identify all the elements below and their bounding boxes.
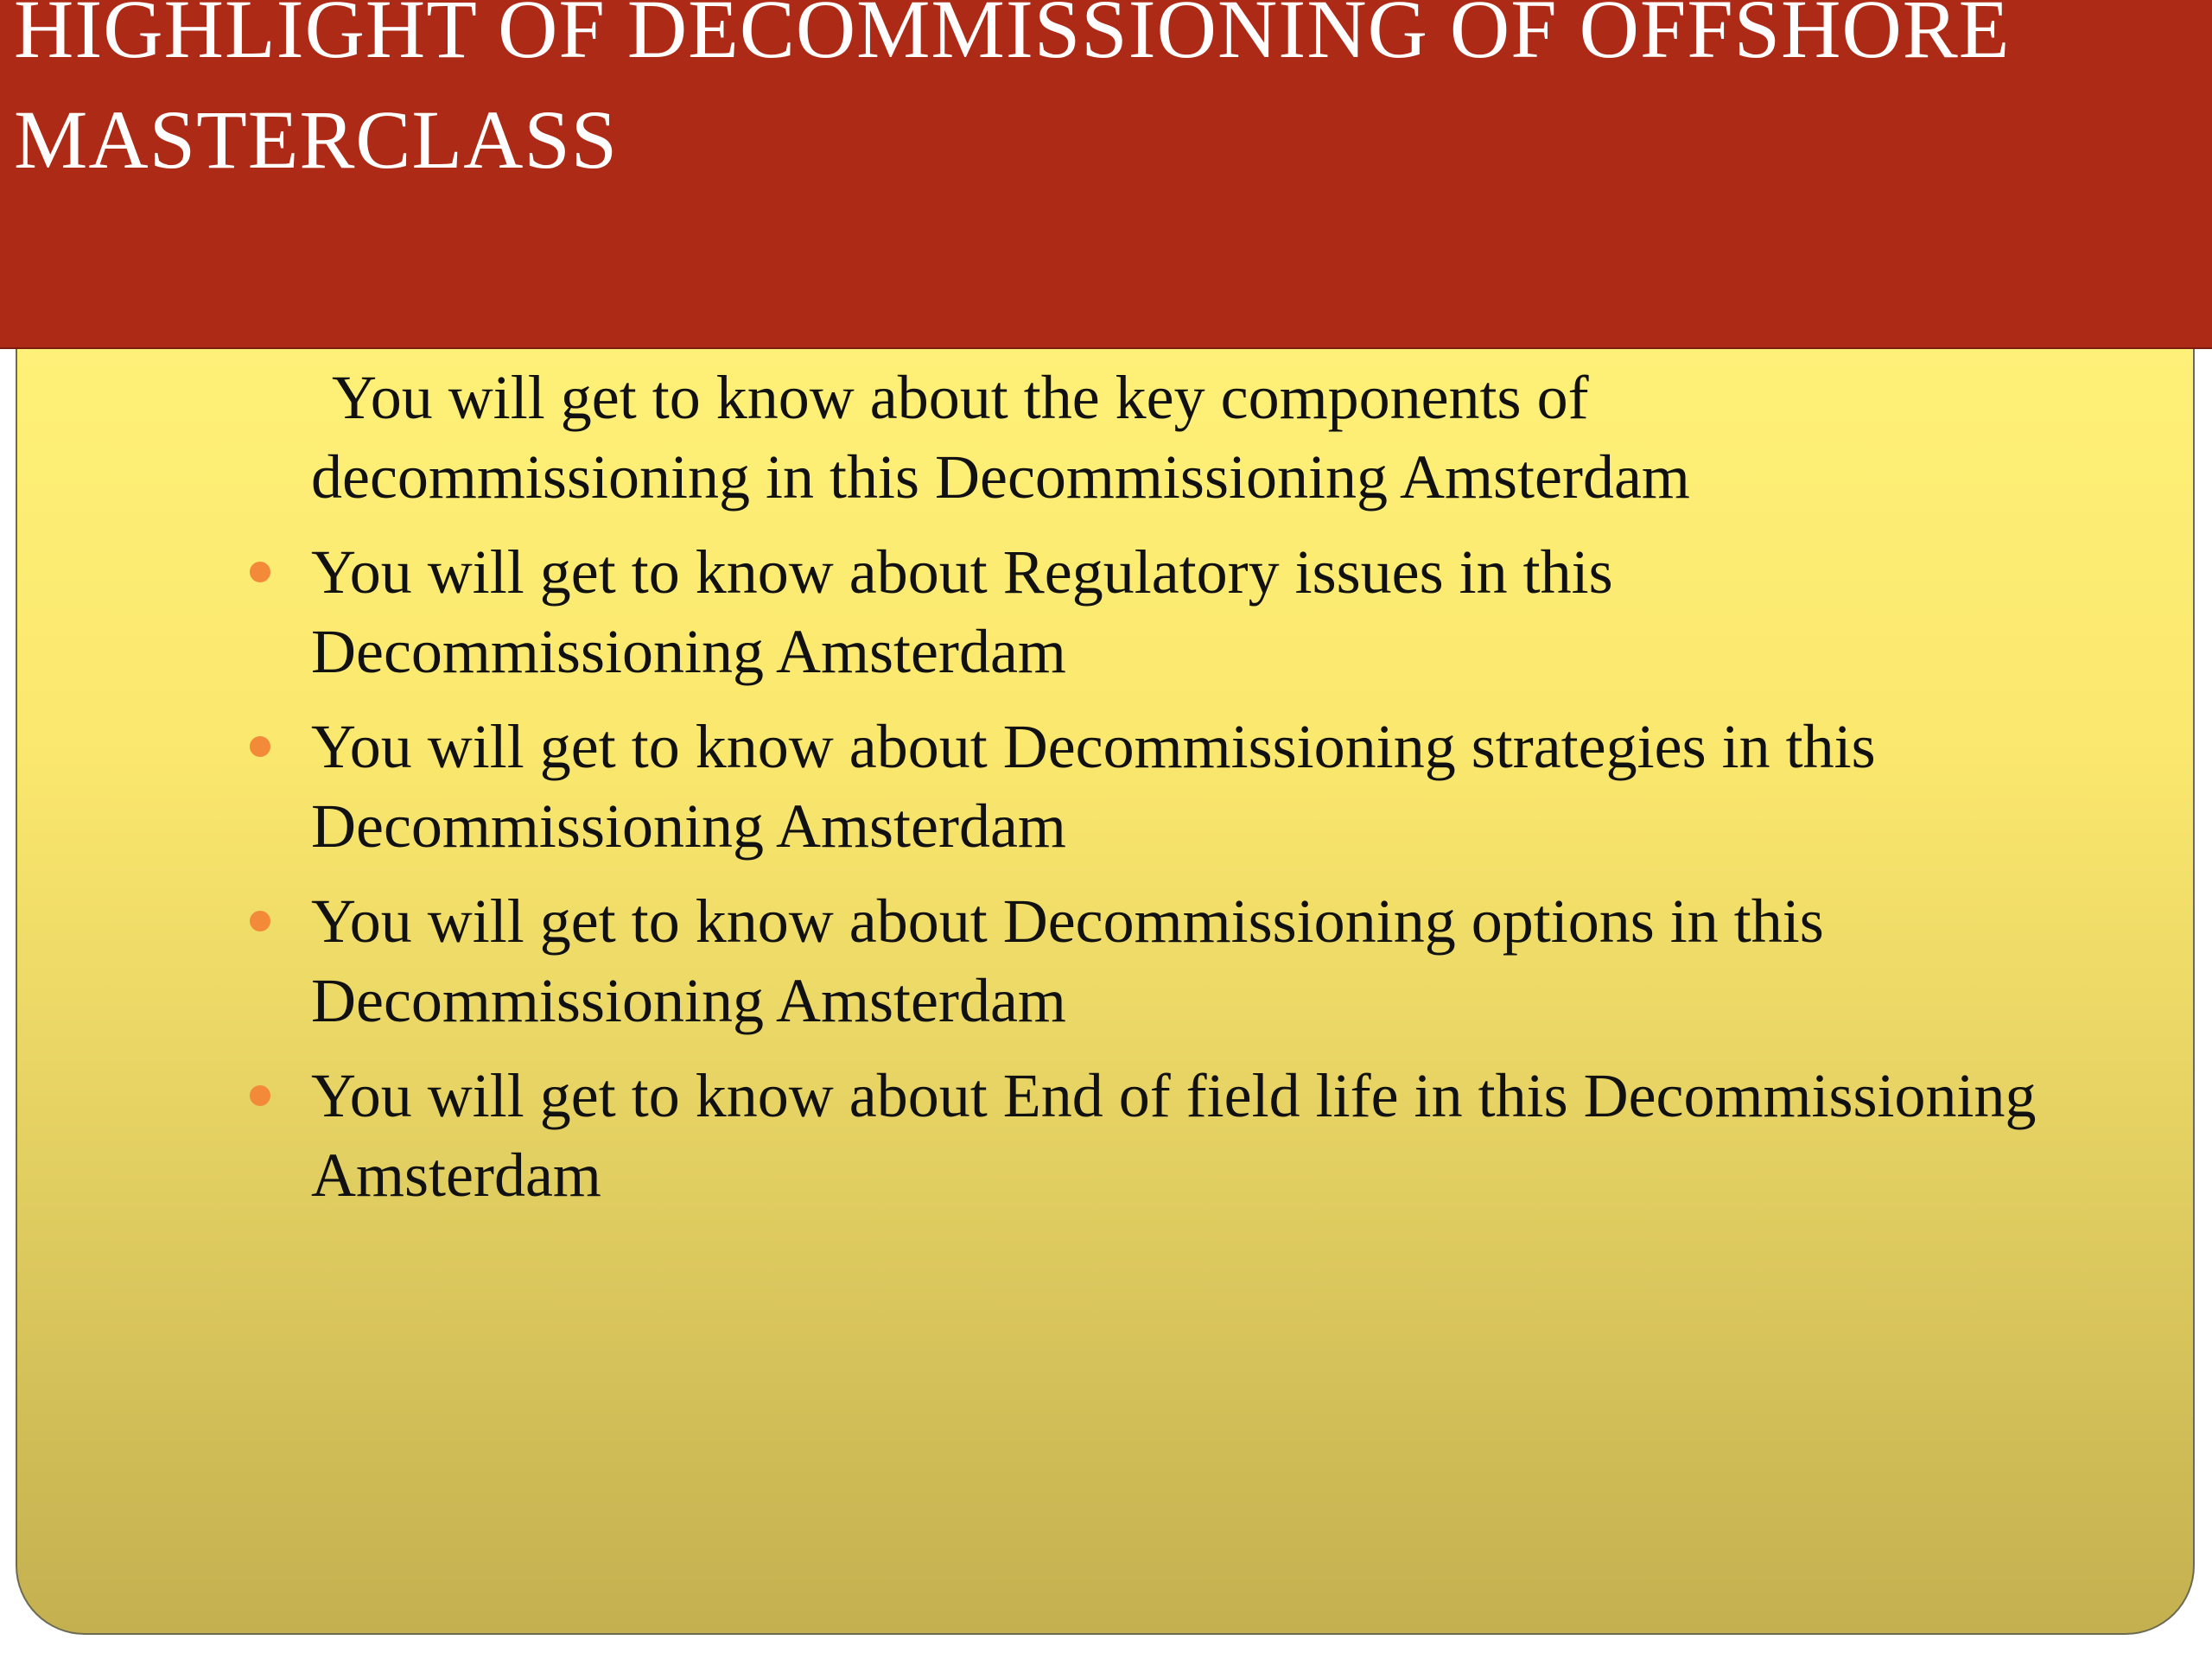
bullet-dot-icon bbox=[250, 736, 270, 757]
list-item-end-of-field-life bbox=[0, 1056, 2212, 1215]
list-item-text: You will get to know about Regulatory issues in this Decommissioning Amsterdam bbox=[311, 537, 1613, 686]
list-item-text: You will get to know about Decommissioning options in this Decommissioning Amsterdam bbox=[311, 887, 1824, 1035]
list-item-regulatory bbox=[0, 532, 2212, 691]
list-item-options bbox=[0, 881, 2212, 1040]
bullet-dot-icon bbox=[250, 562, 270, 582]
title-bar bbox=[0, 0, 2212, 349]
list-item-strategies bbox=[0, 707, 2212, 866]
bullet-dot-icon bbox=[250, 911, 270, 931]
list-item-intro bbox=[0, 349, 2212, 517]
bullet-dot-icon bbox=[250, 1085, 270, 1106]
slide-title: HIGHLIGHT OF DECOMMISSIONING OF OFFSHORE MASTERCLASS bbox=[14, 0, 2011, 186]
bullet-list bbox=[0, 349, 2212, 1215]
list-item-text: You will get to know about End of field life in this Decommissioning Amsterdam bbox=[311, 1061, 2037, 1210]
list-item-text: You will get to know about the key components of decommissioning in this Decommissioning Amsterdam bbox=[311, 363, 1690, 512]
list-item-text: You will get to know about Decommissioning strategies in this Decommissioning Amsterdam bbox=[311, 712, 1876, 861]
